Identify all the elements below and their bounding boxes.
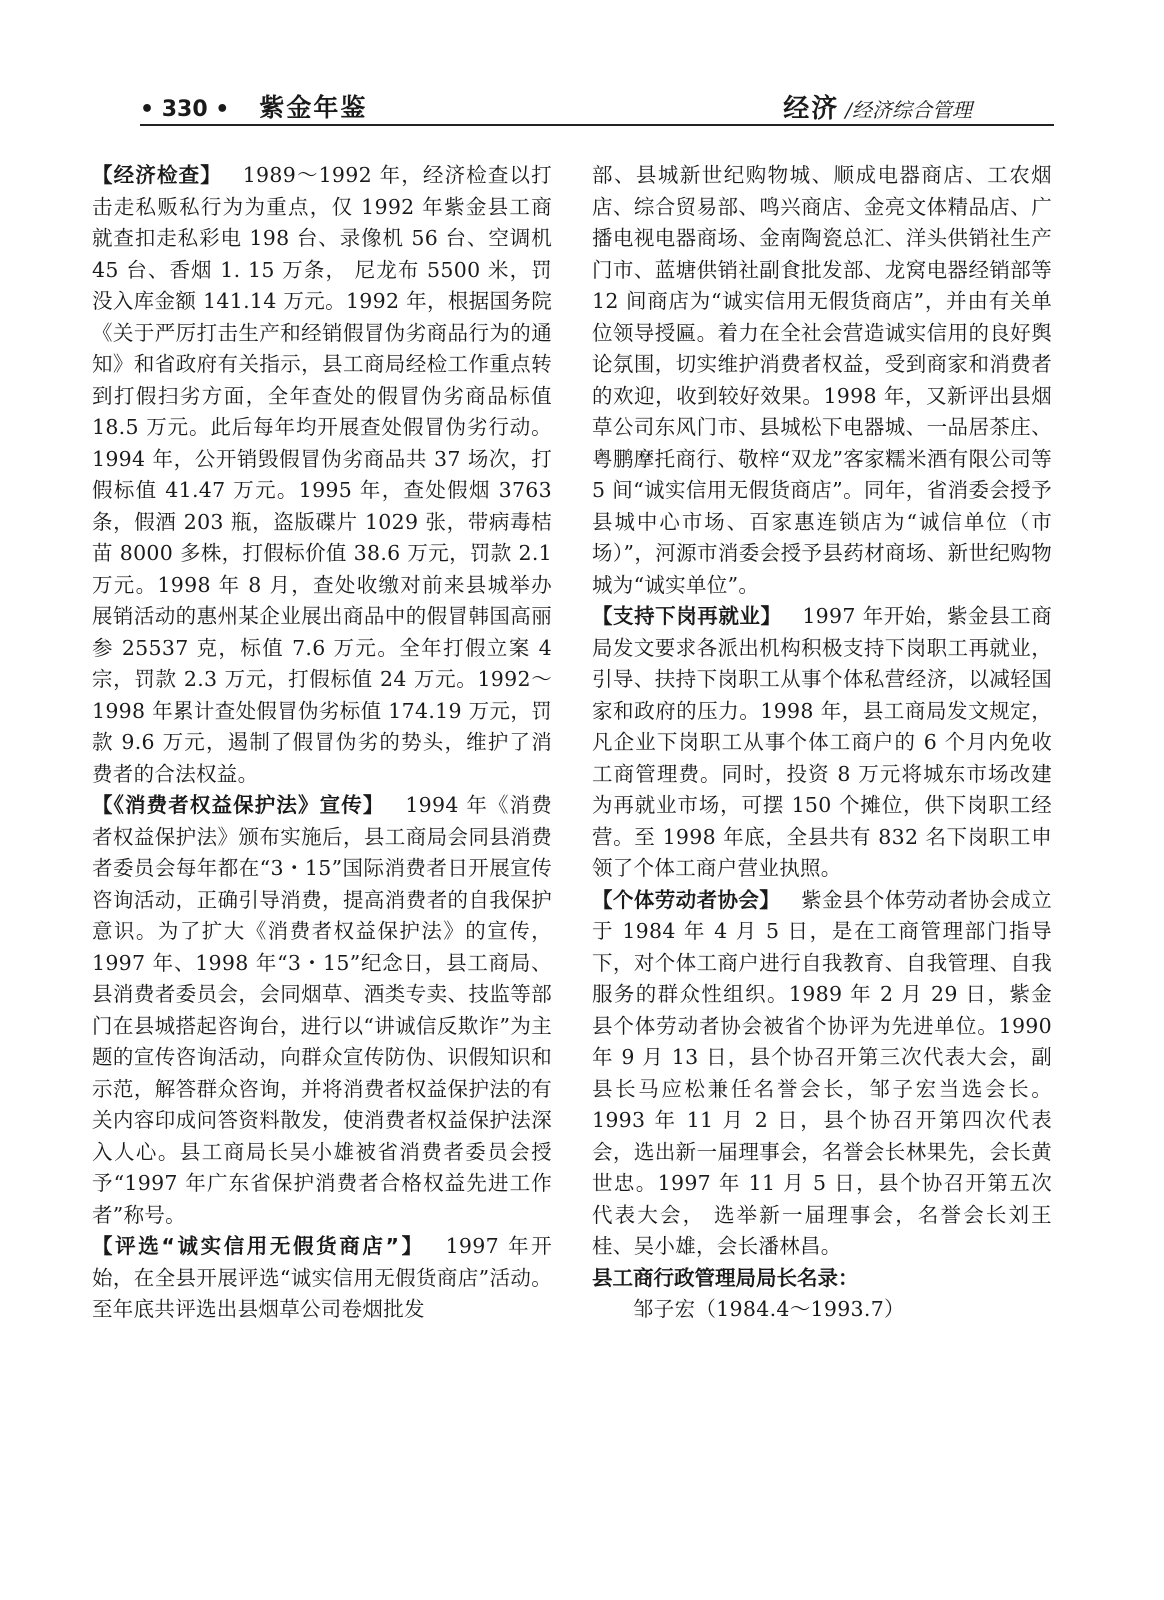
- heading-reemployment: 【支持下岗再就业】: [592, 604, 782, 628]
- body-reemployment: 1997 年开始，紫金县工商局发文要求各派出机构积极支持下岗职工再就业，引导、扶持下岗职工从事个体私营经济，以减轻国家和政府的压力。1998 年，县工商局发文规定，凡企业下岗职工从事个体工商户的 6 个月内免收工商管理费。同时，投资 8 万元将城东市场改建为再就业市场，可摆 150 个摊位，供下岗职工经营。至 1998 年底，全县共有 832 名下岗职工申领了个体工商户营业执照。: [592, 604, 1052, 880]
- page-number: • 330 •: [140, 97, 230, 122]
- paragraph-reemployment: [592, 601, 1052, 885]
- subsection-title: /经济综合管理: [845, 98, 972, 122]
- header-right: [783, 88, 972, 125]
- body-economic-inspection: 1989～1992 年，经济检查以打击走私贩私行为为重点，仅 1992 年紫金县工商就查扣走私彩电 198 台、录像机 56 台、空调机 45 台、香烟 1. 15 万条， 尼龙布 5500 米，罚没入库金额 141.14 万元。1992 年，根据国务院《关于严厉打击生产和经销假冒伪劣商品行为的通知》和省政府有关指示，县工商局经检工作重点转到打假扫劣方面，全年查处的假冒伪劣商品标值 18.5 万元。此后每年均开展查处假冒伪劣行动。1994 年，公开销毁假冒伪劣商品共 37 场次，打假标值 41.47 万元。1995 年，查处假烟 3763 条，假酒 203 瓶，盗版碟片 1029 张，带病毒桔苗 8000 多株，打假标价值 38.6 万元，罚款 2.1 万元。1998 年 8 月，查处收缴对前来县城举办展销活动的惠州某企业展出商品中的假冒韩国高丽参 25537 克，标值 7.6 万元。全年打假立案 4 宗，罚款 2.3 万元，打假标值 24 万元。1992～1998 年累计查处假冒伪劣标值 174.19 万元，罚款 9.6 万元，遏制了假冒伪劣的势头，维护了消费者的合法权益。: [92, 163, 552, 786]
- paragraph-individual-laborers: [592, 885, 1052, 1263]
- heading-consumer-law: 【《消费者权益保护法》宣传】: [92, 793, 385, 817]
- book-title: 紫金年鉴: [259, 93, 368, 122]
- heading-economic-inspection: 【经济检查】: [92, 163, 222, 187]
- roster-entry: 邹子宏（1984.4～1993.7）: [633, 1297, 905, 1321]
- header-left: [140, 88, 367, 124]
- heading-individual-laborers: 【个体劳动者协会】: [592, 887, 781, 912]
- body-consumer-law: 1994 年《消费者权益保护法》颁布实施后，县工商局会同县消费者委员会每年都在“3・15”国际消费者日开展宣传咨询活动，正确引导消费，提高消费者的自我保护意识。为了扩大《消费者权益保护法》的宣传， 1997 年、1998 年“3・15”纪念日，县工商局、县消费者委员会，会同烟草、酒类专卖、技监等部门在县城搭起咨询台，进行以“讲诚信反欺诈”为主题的宣传咨询活动，向群众宣传防伪、识假知识和示范，解答群众咨询，并将消费者权益保护法的有关内容印成问答资料散发，使消费者权益保护法深入人心。县工商局长吴小雄被省消费者委员会授予“1997 年广东省保护消费者合格权益先进工作者”称号。: [92, 793, 552, 1227]
- paragraph-honest-store-continued: [592, 160, 1052, 601]
- heading-honest-store: 【评选“诚实信用无假货商店”】: [92, 1234, 425, 1258]
- right-column: [592, 160, 1052, 1326]
- body-honest-store-continued: 部、县城新世纪购物城、顺成电器商店、工农烟店、综合贸易部、鸣兴商店、金亮文体精品店、广播电视电器商场、金南陶瓷总汇、洋头供销社生产门市、蓝塘供销社副食批发部、龙窝电器经销部等 12 间商店为“诚实信用无假货商店”，并由有关单位领导授匾。着力在全社会营造诚实信用的良好舆论氛围，切实维护消费者权益，受到商家和消费者的欢迎，收到较好效果。1998 年，又新评出县烟草公司东风门市、县城松下电器城、一品居茶庄、粤鹏摩托商行、敬梓“双龙”客家糯米酒有限公司等 5 间“诚实信用无假货商店”。同年，省消委会授予县城中心市场、百家惠连锁店为“诚信单位（市场）”，河源市消委会授予县药材商场、新世纪购物城为“诚实单位”。: [592, 163, 1052, 597]
- left-column: [92, 160, 552, 1326]
- roster-title: 县工商行政管理局局长名录：: [592, 1265, 859, 1290]
- body-individual-laborers: 紫金县个体劳动者协会成立于 1984 年 4 月 5 日，是在工商管理部门指导下，对个体工商户进行自我教育、自我管理、自我服务的群众性组织。1989 年 2 月 29 日，紫金县个体劳动者协会被省个协评为先进单位。1990 年 9 月 13 日，县个协召开第三次代表大会，副县长马应松兼任名誉会长，邹子宏当选会长。1993 年 11 月 2 日，县个协召开第四次代表会，选出新一届理事会，名誉会长林果先，会长黄世忠。1997 年 11 月 5 日，县个协召开第五次代表大会， 选举新一届理事会，名誉会长刘王桂、吴小雄，会长潘林昌。: [592, 887, 1052, 1258]
- body-honest-store: 1997 年开始，在全县开展评选“诚实信用无假货商店”活动。至年底共评选出县烟草公司卷烟批发: [92, 1234, 552, 1321]
- page-header: [140, 86, 1054, 126]
- paragraph-honest-store: [92, 1231, 552, 1326]
- section-title: 经济: [783, 94, 840, 124]
- paragraph-consumer-law: [92, 790, 552, 1231]
- paragraph-economic-inspection: [92, 160, 552, 790]
